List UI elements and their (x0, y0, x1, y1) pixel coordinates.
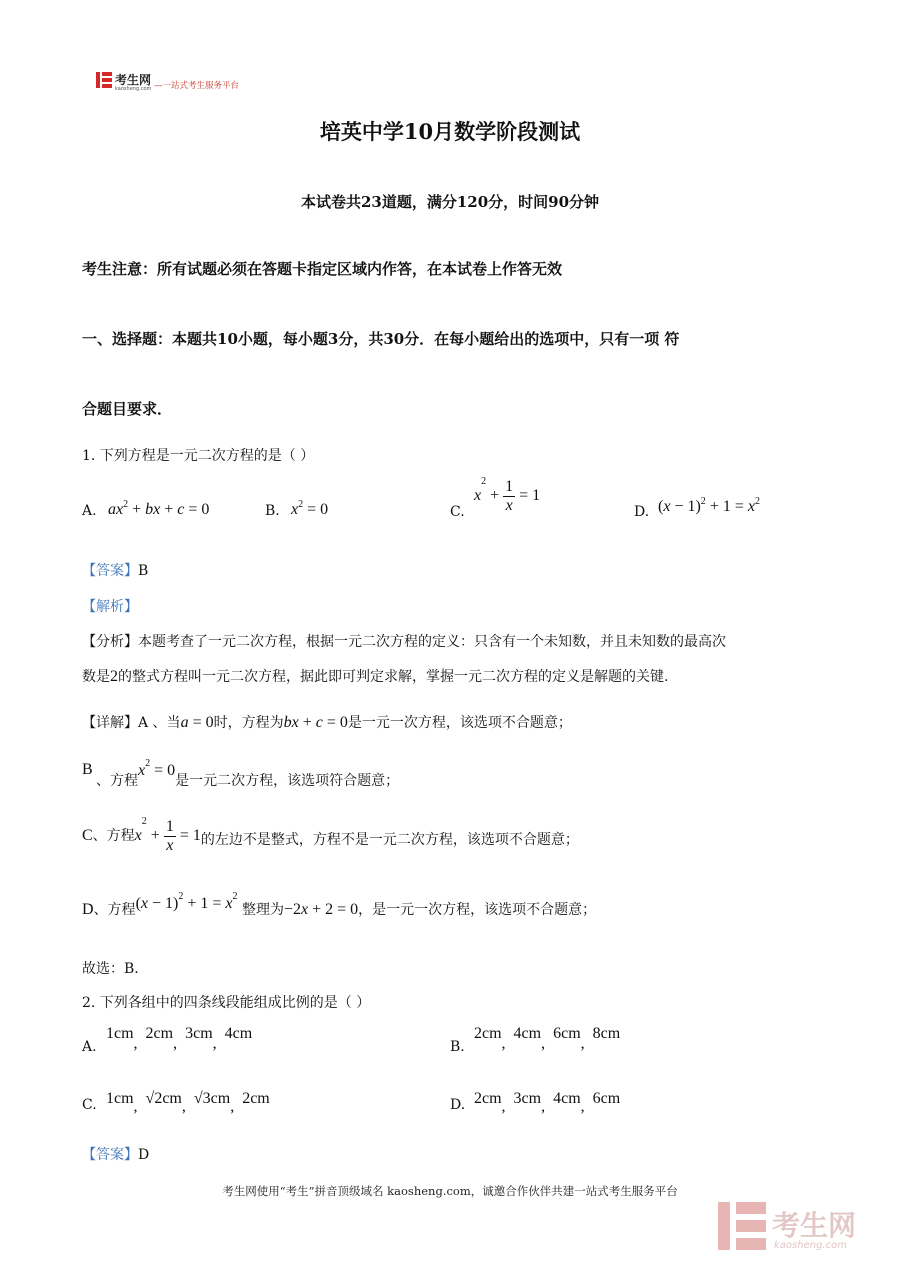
q1-answer-value: B (138, 563, 149, 579)
exam-subtitle: 本试卷共23道题，满分120分，时间90分钟 (300, 193, 600, 211)
q1-detail-b: B (82, 761, 93, 778)
q2-answer (82, 1144, 149, 1164)
section-heading-line2: 合题目要求． (82, 400, 173, 418)
q1-option-b-label: B. (265, 503, 280, 519)
q1-analysis-line2: 数是2的整式方程叫一元二次方程，据此即可判定求解，掌握一元二次方程的定义是解题的关键. (82, 668, 669, 685)
exam-notice: 考生注意：所有试题必须在答题卡指定区域内作答，在本试卷上作答无效 (82, 260, 563, 278)
q2-option-b-label: B. (450, 1039, 465, 1055)
q1-analysis-tag: 【解析】 (82, 599, 138, 615)
q1-analysis-line1: 【分析】本题考查了一元二次方程，根据一元二次方程的定义：只含有一个未知数，并且未知数的最高次 (82, 634, 726, 650)
q1-option-b-equation: $x^2 = 0$ (291, 499, 329, 518)
q1-conclusion: 故选：B. (82, 961, 139, 977)
q2-answer-value: D (138, 1147, 150, 1163)
section-heading-line1: 一、选择题：本题共10小题，每小题3分，共30分．在每小题给出的选项中，只有一项 符 (82, 330, 680, 348)
q1-option-c-label: C. (450, 504, 465, 520)
q1-detail-d: D、方程$(x - 1)^2 + 1 = x^2$ 整理为−2x + 2 = 0，是一元一次方程，该选项不合题意； (82, 891, 597, 918)
q1-stem: 1. 下列方程是一元二次方程的是（ ） (82, 448, 315, 464)
page-title: 培英中学10月数学阶段测试 (319, 119, 581, 144)
watermark-logo-icon (718, 1202, 766, 1250)
answer-tag: 【答案】 (82, 563, 138, 579)
q1-option-c-equation: $x^2$ + $\frac{1}{x}$ = 1 (474, 476, 541, 514)
q1-option-a-label: A. (82, 503, 97, 519)
q1-answer (82, 560, 148, 580)
brand-name: 考生网 (115, 73, 152, 87)
q2-option-a-values: 1cm, 2cm, 3cm, 4cm (106, 1025, 253, 1052)
q2-option-a-label: A. (82, 1039, 97, 1055)
brand-domain: kaosheng.com (115, 86, 152, 92)
q1-detail-c: C、方程$x^2$ + $\frac{1}{x}$ = 1的左边不是整式，方程不是一元二次方程，该选项不合题意； (82, 816, 579, 854)
brand-logo-icon (96, 72, 112, 88)
q2-option-d-values: 2cm, 3cm, 4cm, 6cm (474, 1090, 621, 1115)
q1-option-a-equation: $ax^2$ + bx + c = 0 (108, 499, 210, 518)
q1-option-d-label: D. (634, 504, 650, 520)
watermark-domain: kaosheng.com (774, 1240, 847, 1251)
q2-stem: 2. 下列各组中的四条线段能组成比例的是（ ） (82, 995, 371, 1011)
q1-detail-b-text: 、方程$x^2 = 0$是一元二次方程，该选项符合题意； (96, 758, 400, 789)
q2-option-c-label: C. (82, 1097, 97, 1113)
q2-option-b-values: 2cm, 4cm, 6cm, 8cm (474, 1025, 621, 1052)
answer-tag: 【答案】 (82, 1147, 138, 1163)
q2-option-c-values: 1cm, √2cm, √3cm, 2cm (106, 1090, 270, 1115)
watermark-name: 考生网 (772, 1209, 857, 1242)
page-footer: 考生网使用“考生”拼音顶级域名 kaosheng.com，诚邀合作伙伴共建一站式考生服务平台 (222, 1184, 678, 1198)
q1-option-d-equation: $(x - 1)^2 + 1 = x^2$ (658, 496, 760, 515)
brand-slogan: —一站式考生服务平台 (154, 81, 240, 91)
q2-option-d-label: D. (450, 1097, 466, 1113)
q1-detail-a: 【详解】A 、当a = 0时，方程为bx + c = 0是一元一次方程，该选项不合题意； (82, 714, 572, 731)
